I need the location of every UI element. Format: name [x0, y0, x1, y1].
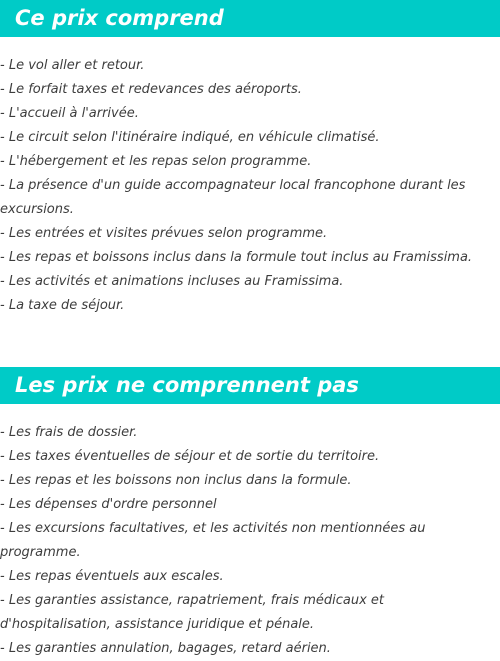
excluded-item: - Les taxes éventuelles de séjour et de sortie du territoire. [0, 449, 380, 464]
included-item: - Le circuit selon l'itinéraire indiqué, en véhicule climatisé. [0, 130, 380, 145]
excluded-item: - Les garanties assistance, rapatriement, frais médicaux et d'hospitalisation, assistance juridique et pénale. [0, 593, 385, 632]
included-item: - L'accueil à l'arrivée. [0, 106, 139, 121]
excluded-item: - Les repas et les boissons non inclus dans la formule. [0, 473, 352, 488]
excluded-item: - Les garanties annulation, bagages, retard aérien. [0, 641, 331, 656]
excluded-section-title: Les prix ne comprennent pas [0, 367, 500, 404]
included-section-title: Ce prix comprend [0, 0, 500, 37]
included-item: - Les repas et boissons inclus dans la formule tout inclus au Framissima. [0, 250, 473, 265]
included-items-list [0, 54, 490, 318]
included-item: - Les entrées et visites prévues selon programme. [0, 226, 328, 241]
excluded-item: - Les dépenses d'ordre personnel [0, 497, 217, 512]
excluded-item: - Les excursions facultatives, et les activités non mentionnées au programme. [0, 521, 426, 560]
included-item: - Le vol aller et retour. [0, 58, 145, 73]
included-item: - La présence d'un guide accompagnateur local francophone durant les excursions. [0, 178, 466, 217]
included-item: - La taxe de séjour. [0, 298, 125, 313]
included-item: - Le forfait taxes et redevances des aéroports. [0, 82, 302, 97]
included-item: - L'hébergement et les repas selon programme. [0, 154, 312, 169]
excluded-items-list [0, 421, 490, 661]
included-item: - Les activités et animations incluses au Framissima. [0, 274, 344, 289]
excluded-item: - Les repas éventuels aux escales. [0, 569, 224, 584]
excluded-item: - Les frais de dossier. [0, 425, 138, 440]
